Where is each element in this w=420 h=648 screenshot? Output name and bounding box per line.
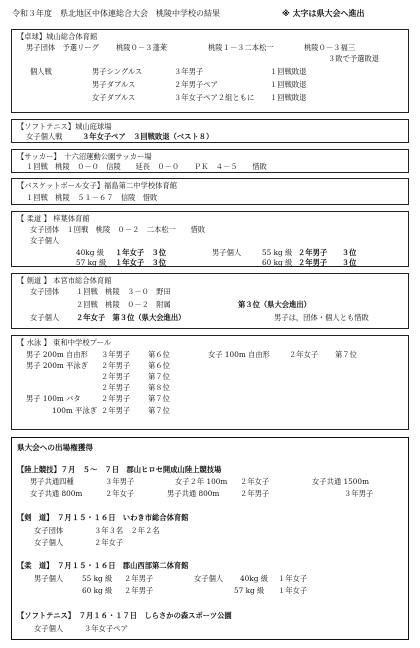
judo-label: 【柔 道】 ７月１５・１６日 郡山西部第二体育館 xyxy=(17,561,189,570)
weight-result: ２年男子 ３位 xyxy=(298,248,357,257)
event: 100m 平泳ぎ xyxy=(52,406,98,415)
row-who: ２年男子ペア xyxy=(174,80,218,89)
result-line: １回戦 桃陵 ０－０ 信陵 延長 ０－０ ＰＫ ４－５ 惜敗 xyxy=(26,162,267,171)
cell: 女子個人 xyxy=(34,538,64,547)
row-event: 女子ダブルス xyxy=(92,93,136,102)
section-soccer xyxy=(11,149,409,173)
section-label: 【ソフトテニス】城山庭球場 xyxy=(17,122,112,131)
cell: ２年男子 xyxy=(124,586,154,595)
who: ２年男子 xyxy=(101,406,131,415)
section-prefectural xyxy=(11,437,409,640)
cell: 40kg 級 xyxy=(240,574,268,583)
section-label: 【 水泳 】 東和中学校プール xyxy=(17,338,112,347)
who: ２年男子 xyxy=(101,394,131,403)
row-who: ３年女子ペア２組ともに xyxy=(174,93,255,102)
cell: ３年男子 xyxy=(344,489,374,498)
who: ２年男子 xyxy=(101,372,131,381)
rank: 第７位 xyxy=(148,394,170,403)
cell: ３年女子ペア xyxy=(84,624,128,633)
rank: 第８位 xyxy=(148,383,170,392)
result-bold: ３年女子ペア ３回戦敗退（ベスト８） xyxy=(82,132,214,141)
cell: ２年女子 xyxy=(240,477,270,486)
rank: 第７位 xyxy=(148,372,170,381)
section-basketball xyxy=(11,178,409,205)
rikujo-label: 【陸上競技】７月 ５～ ７日 郡山ヒロセ開成山陸上競技場 xyxy=(17,465,222,474)
team-result-1: 桃陵０－３蓬莱 xyxy=(116,43,168,52)
section-takkyu xyxy=(11,29,409,113)
team-result-2: 桃陵１－３二本松一 xyxy=(208,43,274,52)
weight-result: １年女子 ３位 xyxy=(115,258,167,267)
round-2: ２回戦 桃陵 ０－２ 附属 xyxy=(76,300,171,309)
individual-label: 女子個人 xyxy=(30,313,60,322)
section-label: 【 剣道 】 本宮市総合体育館 xyxy=(17,276,112,285)
section-judo xyxy=(11,211,409,267)
event: 男子 100m バタ xyxy=(26,394,81,403)
individual-label: 女子個人 xyxy=(30,236,60,245)
weight-class: 40kg 級 xyxy=(76,248,104,257)
rank: 第７位 xyxy=(335,350,357,359)
weight-class: 60 kg 級 xyxy=(262,258,293,267)
cell: ２年男子 xyxy=(124,574,154,583)
bold-note: ※ 太字は県大会へ進出 xyxy=(282,9,365,18)
who: ２年女子 xyxy=(289,350,319,359)
team-line: 女子団体 １回戦 桃陵 ０－２ 二本松一 惜敗 xyxy=(30,225,206,234)
cell: 女子共通 1500m xyxy=(312,477,369,486)
cell: ２年女子 xyxy=(105,489,135,498)
rank: 第６位 xyxy=(148,361,170,370)
row-result: １回戦敗退 xyxy=(270,93,307,102)
individual-label: 個人戦 xyxy=(30,67,52,76)
cell: 女子団体 xyxy=(34,526,64,535)
cell: 女子個人 xyxy=(194,574,224,583)
weight-result: ２年男子 ３位 xyxy=(298,258,357,267)
cell: ２年男子 xyxy=(240,489,270,498)
cell: 60 kg 級 xyxy=(82,586,113,595)
round-1: １回戦 桃陵 ３－０ 野田 xyxy=(76,287,171,296)
cell: ３年男子 xyxy=(105,477,135,486)
cell: 男子共通四種 xyxy=(30,477,74,486)
weight-class: 55 kg 級 xyxy=(262,248,293,257)
cell: 女子共通 800m xyxy=(30,489,83,498)
who: ２年男子 xyxy=(101,361,131,370)
cell: 男子個人 xyxy=(34,574,64,583)
team-result-3: 桃陵０－３福三 xyxy=(304,43,356,52)
cell: ３年３名 ２年２名 xyxy=(94,526,160,535)
section-label: 【バスケットボール女子】福島第二中学校体育館 xyxy=(17,181,178,190)
section-kendo xyxy=(11,273,409,329)
section-softtennis xyxy=(11,119,409,143)
who: ２年男子 xyxy=(101,383,131,392)
section-label: 【卓球】城山総合体育館 xyxy=(17,32,98,41)
rank: 第６位 xyxy=(148,350,170,359)
row-who: ３年男子 xyxy=(174,67,204,76)
cell: 55 kg 級 xyxy=(82,574,113,583)
rank: 第７位 xyxy=(148,406,170,415)
event: 男子 200m 平泳ぎ xyxy=(26,361,88,370)
result-line: １回戦 桃陵 ５１－６７ 信陵 惜敗 xyxy=(26,193,158,202)
team-rank: ３敗で予選敗退 xyxy=(328,54,380,63)
cell: １年女子 xyxy=(278,586,308,595)
cell: ２年女子 xyxy=(94,538,124,547)
cell: 女子２年 100m xyxy=(175,477,228,486)
male-individual-label: 男子個人 xyxy=(212,248,242,257)
weight-result: １年女子 ３位 xyxy=(115,248,167,257)
individual-result: ２年女子 第３位（県大会進出） xyxy=(76,313,186,322)
softtennis-label: 【ソフトテニス】 ７月１６・１７日 しらさかの森スポーツ公園 xyxy=(17,611,232,620)
round-2-rank: 第３位（県大会進出） xyxy=(238,300,311,309)
row-result: １回戦敗退 xyxy=(270,67,307,76)
section-swimming xyxy=(11,335,409,430)
page-title: 令和３年度 県北地区中体連総合大会 桃陵中学校の結果 xyxy=(12,9,220,18)
who: ３年男子 xyxy=(101,350,131,359)
weight-class: 57 kg 級 xyxy=(76,258,107,267)
team-label: 女子団体 xyxy=(30,287,60,296)
section-label: 【 柔道 】 梓葉体育館 xyxy=(17,214,90,223)
team-label: 男子団体 予選リーグ xyxy=(26,43,99,52)
result-prefix: 女子個人戦 xyxy=(26,132,63,141)
section-heading: 県大会への出場権獲得 xyxy=(17,443,93,452)
cell: 女子個人 xyxy=(34,624,64,633)
cell: １年女子 xyxy=(278,574,308,583)
male-note: 男子は，団体・個人とも惜敗 xyxy=(274,313,369,322)
cell: 男子共通 800m xyxy=(167,489,220,498)
event: 女子 100m 自由形 xyxy=(208,350,270,359)
row-event: 男子シングルス xyxy=(92,67,143,76)
row-event: 男子ダブルス xyxy=(92,80,136,89)
kendo-label: 【剣 道】 ７月１５・１６日 いわき市総合体育館 xyxy=(17,513,189,522)
section-label: 【サッカー】 十六沼運動公園サッカー場 xyxy=(17,152,152,161)
row-result: １回戦敗退 xyxy=(270,80,307,89)
event: 男子 200m 自由形 xyxy=(26,350,88,359)
cell: 57 kg 級 xyxy=(234,586,265,595)
